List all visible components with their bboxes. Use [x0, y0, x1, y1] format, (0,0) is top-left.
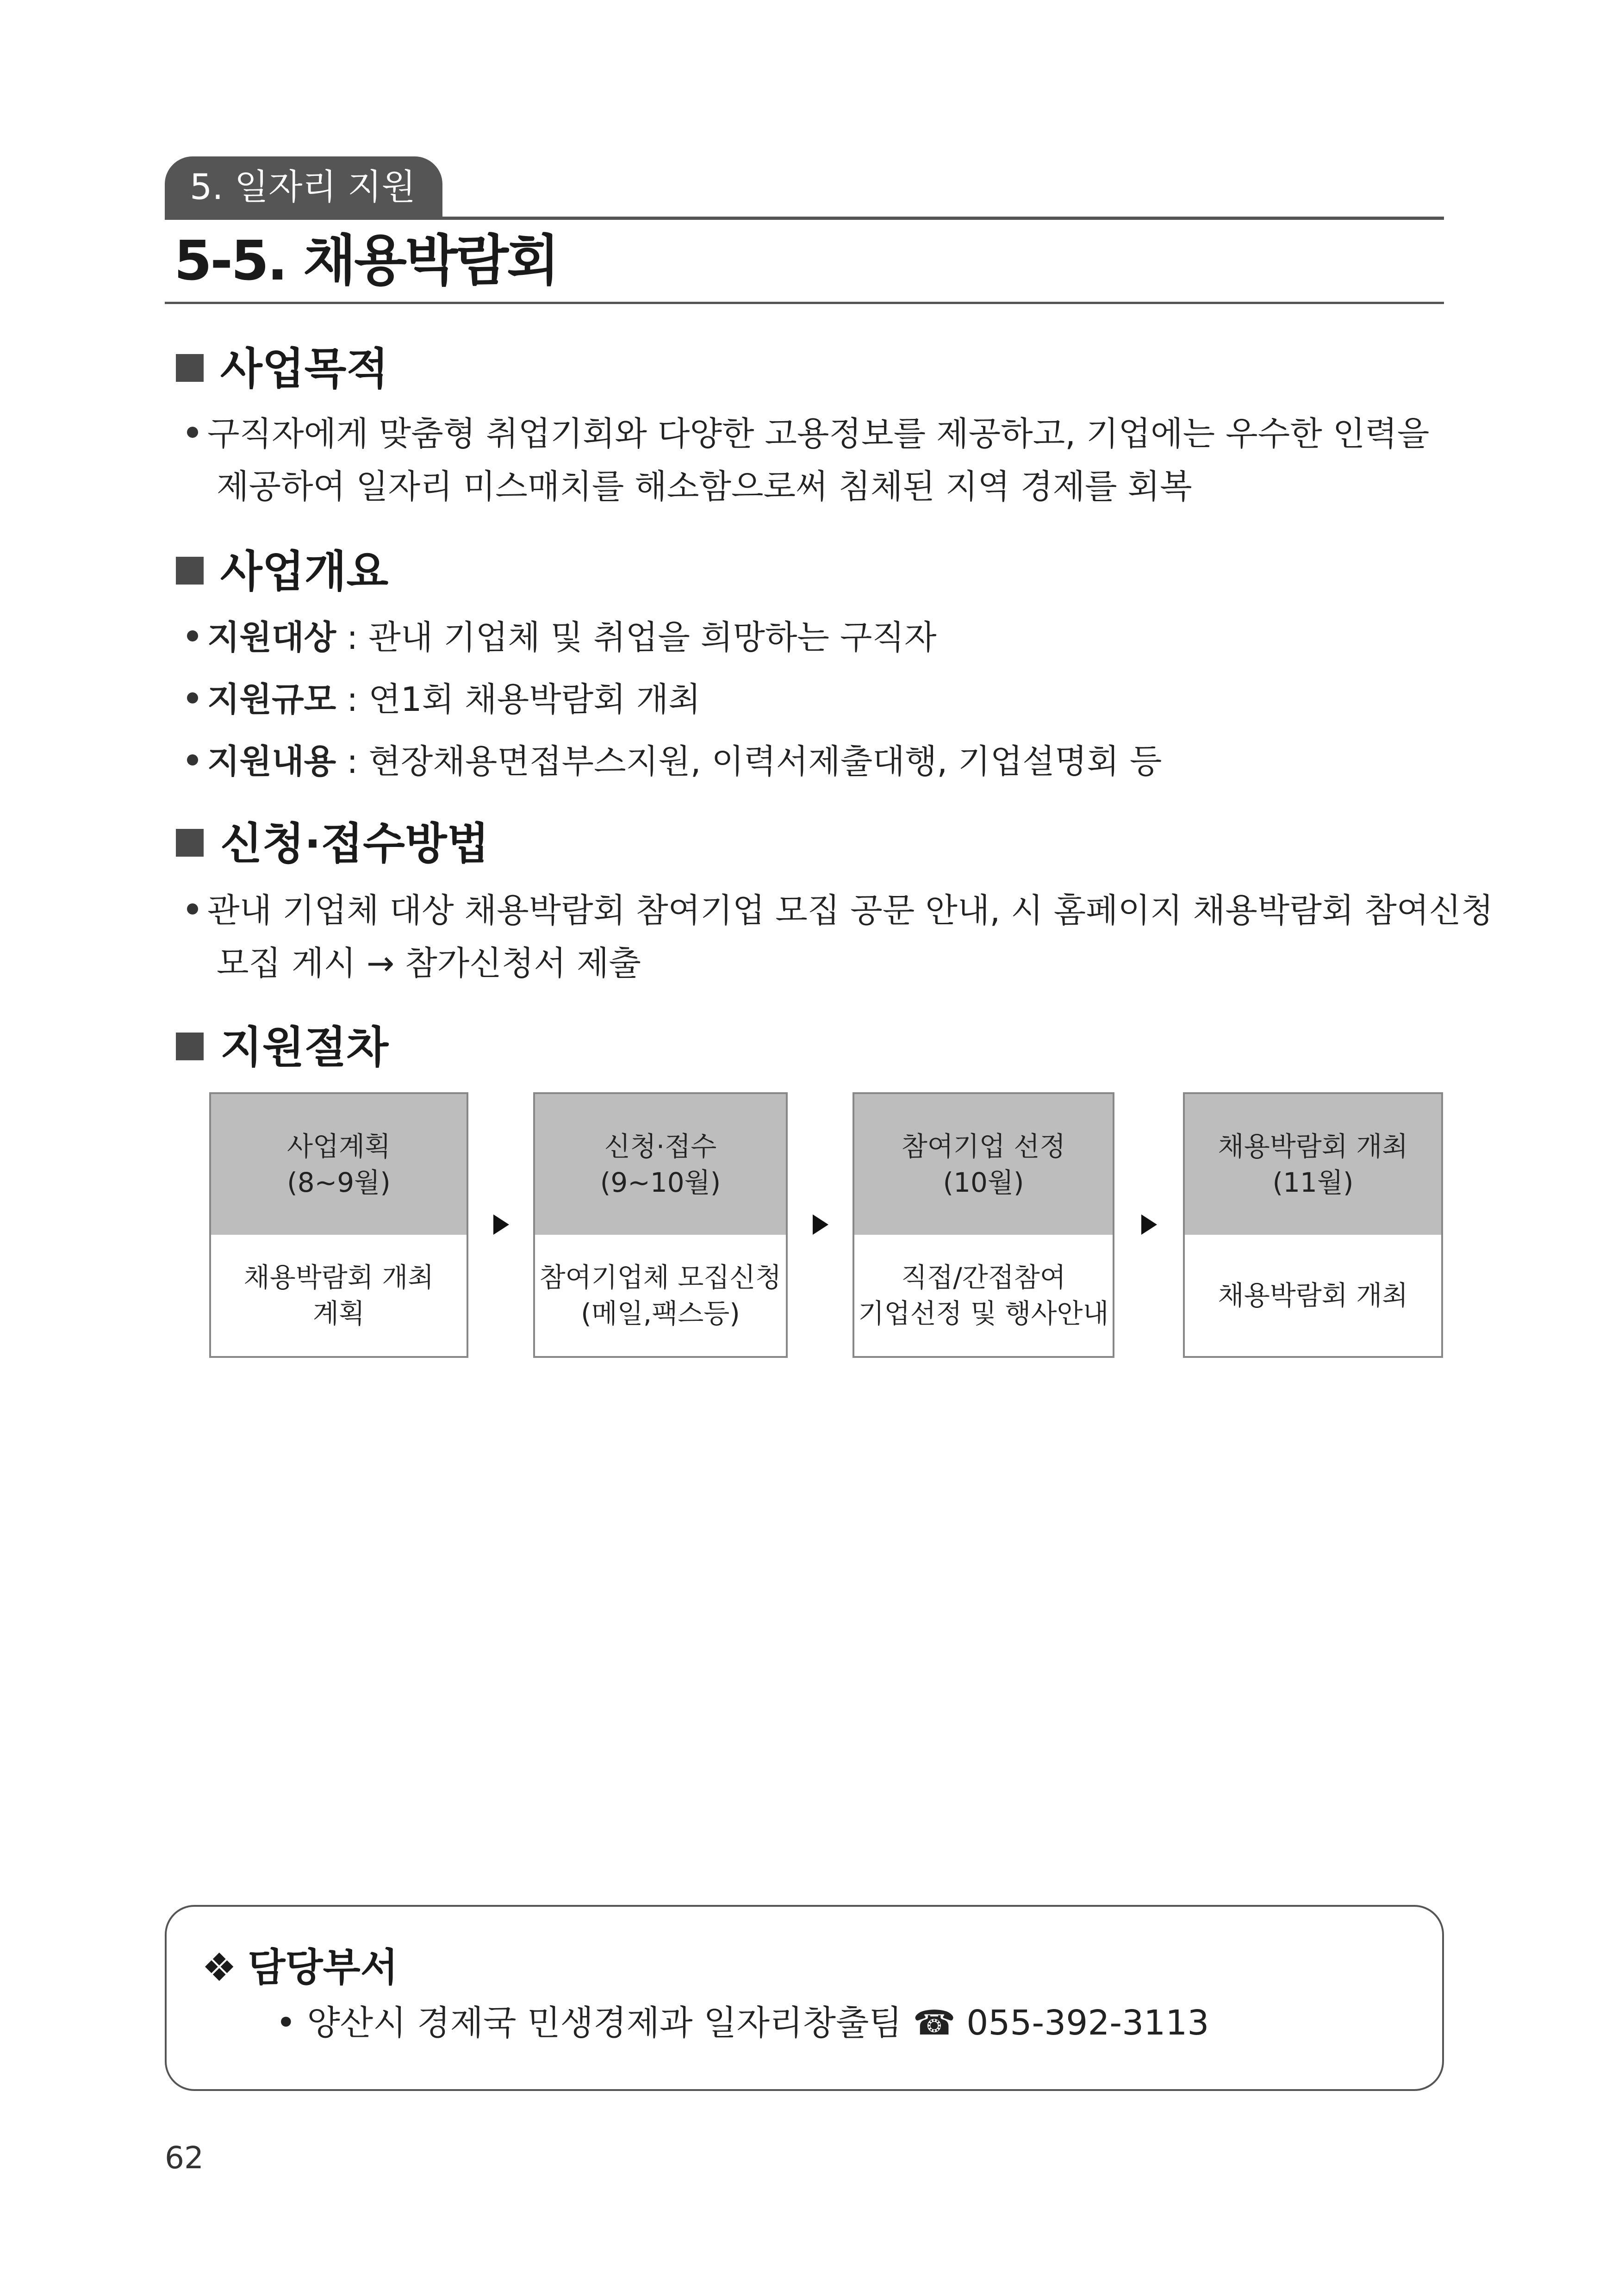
- step-description: 참여기업체 모집신청 (메일,팩스등): [539, 1262, 782, 1329]
- step-description: 채용박람회 개최: [1218, 1280, 1408, 1311]
- step-period: (8~9월): [287, 1167, 391, 1198]
- step-title: 사업계획: [286, 1131, 391, 1162]
- procedure-step: [1183, 1092, 1443, 1358]
- contact-heading-text: 담당부서: [248, 1945, 398, 1990]
- contact-line: [276, 1997, 1209, 2048]
- step-header: [211, 1094, 467, 1235]
- overview-label: 지원대상: [207, 618, 336, 657]
- application-line-1: 관내 기업체 대상 채용박람회 참여기업 모집 공문 안내, 시 홈페이지 채용박람회 참여신청: [187, 884, 1494, 937]
- diamond-ornament-icon: ❖: [202, 1945, 237, 1990]
- section-heading-overview: [176, 544, 388, 600]
- contact-heading: [202, 1942, 398, 1993]
- procedure-step: [209, 1092, 468, 1358]
- step-period: (10월): [943, 1167, 1024, 1198]
- overview-label: 지원내용: [207, 742, 336, 781]
- chapter-tab: 5. 일자리 지원: [165, 156, 442, 218]
- phone-icon: ☎: [913, 2003, 956, 2043]
- section-heading-purpose: [176, 342, 388, 397]
- step-period: (9~10월): [600, 1167, 721, 1198]
- application-paragraph: [187, 884, 1494, 989]
- overview-item: 지원대상 : 관내 기업체 및 취업을 희망하는 구직자: [187, 611, 937, 664]
- step-title: 채용박람회 개최: [1218, 1131, 1408, 1162]
- section-heading-application: [176, 816, 489, 872]
- step-description: 직접/간접참여 기업선정 및 행사안내: [858, 1262, 1109, 1329]
- section-heading-text: 사업개요: [220, 547, 389, 597]
- overview-item: 지원규모 : 연1회 채용박람회 개최: [187, 673, 701, 726]
- step-title: 신청·접수: [604, 1131, 717, 1162]
- section-heading-procedure: [176, 1020, 388, 1076]
- square-bullet-icon: [176, 829, 204, 857]
- arrow-right-icon: [1141, 1214, 1157, 1235]
- overview-item: 지원내용 : 현장채용면접부스지원, 이력서제출대행, 기업설명회 등: [187, 735, 1162, 788]
- title-rule-bottom: [165, 302, 1444, 304]
- step-description: 채용박람회 개최 계획: [243, 1262, 434, 1329]
- bullet-icon: •: [276, 2003, 296, 2043]
- step-header: [854, 1094, 1113, 1235]
- purpose-line-2: 제공하여 일자리 미스매치를 해소함으로써 침체된 지역 경제를 회복: [217, 467, 1192, 506]
- bullet-dot-icon: [187, 903, 198, 915]
- section-heading-text: 사업목적: [220, 344, 389, 394]
- section-heading-text: 지원절차: [220, 1022, 389, 1073]
- square-bullet-icon: [176, 557, 204, 585]
- department-name: 양산시 경제국 민생경제과 일자리창출팀: [307, 2003, 902, 2043]
- step-header: [1185, 1094, 1441, 1235]
- page-title: 5-5. 채용박람회: [174, 229, 558, 292]
- purpose-line-1: 구직자에게 맞춤형 취업기회와 다양한 고용정보를 제공하고, 기업에는 우수한 인력을: [187, 407, 1429, 460]
- arrow-right-icon: [493, 1214, 509, 1235]
- overview-label: 지원규모: [207, 680, 336, 719]
- procedure-step: [533, 1092, 788, 1358]
- application-line-2: 모집 게시 → 참가신청서 제출: [217, 944, 641, 983]
- step-header: [535, 1094, 786, 1235]
- overview-text: 현장채용면접부스지원, 이력서제출대행, 기업설명회 등: [368, 742, 1162, 781]
- overview-text: 관내 기업체 및 취업을 희망하는 구직자: [368, 618, 937, 657]
- purpose-paragraph: [187, 407, 1429, 513]
- square-bullet-icon: [176, 354, 204, 382]
- section-heading-text: 신청·접수방법: [220, 819, 489, 869]
- step-period: (11월): [1272, 1167, 1354, 1198]
- arrow-right-icon: [813, 1214, 828, 1235]
- phone-number: 055-392-3113: [966, 2003, 1209, 2043]
- square-bullet-icon: [176, 1033, 204, 1060]
- bullet-dot-icon: [187, 754, 198, 765]
- procedure-step: [853, 1092, 1114, 1358]
- bullet-dot-icon: [187, 692, 198, 703]
- bullet-dot-icon: [187, 427, 198, 438]
- step-title: 참여기업 선정: [901, 1131, 1066, 1162]
- page-number: 62: [165, 2140, 204, 2176]
- bullet-dot-icon: [187, 630, 198, 641]
- title-rule-top: [165, 217, 1444, 220]
- overview-text: 연1회 채용박람회 개최: [368, 680, 701, 719]
